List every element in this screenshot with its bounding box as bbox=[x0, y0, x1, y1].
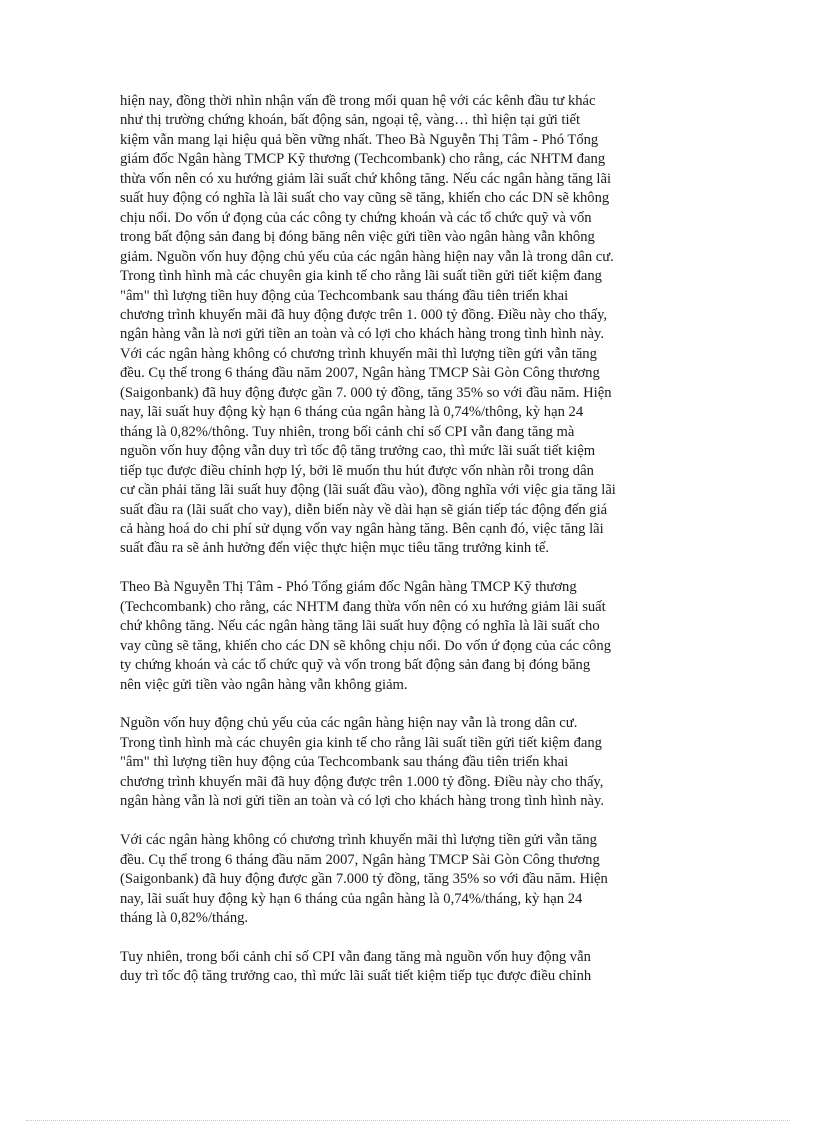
text-line: chịu nổi. Do vốn ứ đọng của các công ty chứng khoán và các tổ chức quỹ và vốn bbox=[120, 209, 592, 226]
text-line: "âm" thì lượng tiền huy động của Techcombank sau tháng đầu tiên triển khai bbox=[120, 754, 569, 771]
text-line: suất huy động có nghĩa là lãi suất cho vay cũng sẽ tăng, khiến cho các DN sẽ không bbox=[120, 190, 610, 207]
text-line: ngân hàng vẫn là nơi gửi tiền an toàn và có lợi cho khách hàng trong tình hình này. bbox=[120, 793, 605, 810]
text-line: cả hàng hoá do chi phí sử dụng vốn vay ngân hàng tăng. Bên cạnh đó, việc tăng lãi bbox=[120, 520, 604, 537]
text-line: nay, lãi suất huy động kỳ hạn 6 tháng của ngân hàng là 0,74%/thông, kỳ hạn 24 bbox=[120, 404, 584, 421]
text-line: đều. Cụ thể trong 6 tháng đầu năm 2007, Ngân hàng TMCP Sài Gòn Công thương bbox=[120, 365, 600, 382]
paragraph bbox=[120, 831, 700, 928]
text-line: nên việc gửi tiền vào ngân hàng vẫn không giảm. bbox=[120, 676, 408, 693]
text-line: giám đốc Ngân hàng TMCP Kỹ thương (Techcombank) cho rằng, các NHTM đang bbox=[120, 151, 606, 168]
text-line: Nguồn vốn huy động chủ yếu của các ngân hàng hiện nay vẫn là trong dân cư. bbox=[120, 715, 578, 732]
paragraph bbox=[120, 948, 700, 987]
text-line: chứ không tăng. Nếu các ngân hàng tăng lãi suất huy động có nghĩa là lãi suất cho bbox=[120, 618, 600, 635]
text-line: Với các ngân hàng không có chương trình khuyến mãi thì lượng tiền gửi vẫn tăng bbox=[120, 345, 597, 362]
text-line: ty chứng khoán và các tổ chức quỹ và vốn trong bất động sản đang bị đóng băng bbox=[120, 657, 591, 674]
text-line: Theo Bà Nguyễn Thị Tâm - Phó Tổng giám đốc Ngân hàng TMCP Kỹ thương bbox=[120, 579, 577, 596]
text-line: Trong tình hình mà các chuyên gia kinh tế cho rằng lãi suất tiền gửi tiết kiệm đang bbox=[120, 268, 602, 285]
text-line: duy trì tốc độ tăng trưởng cao, thì mức lãi suất tiết kiệm tiếp tục được điều chỉnh bbox=[120, 968, 592, 985]
text-line: "âm" thì lượng tiền huy động của Techcombank sau tháng đầu tiên triển khai bbox=[120, 287, 569, 304]
paragraph bbox=[120, 92, 700, 559]
text-line: hiện nay, đồng thời nhìn nhận vấn đề trong mối quan hệ với các kênh đầu tư khác bbox=[120, 93, 596, 109]
text-line: tiếp tục được điều chỉnh hợp lý, bởi lẽ muốn thu hút được vốn nhàn rỗi trong dân bbox=[120, 462, 594, 479]
text-line: tháng là 0,82%/tháng. bbox=[120, 909, 249, 926]
text-line: thừa vốn nên có xu hướng giảm lãi suất chứ không tăng. Nếu các ngân hàng tăng lãi bbox=[120, 170, 612, 187]
text-line: Tuy nhiên, trong bối cảnh chỉ số CPI vẫn đang tăng mà nguồn vốn huy động vẫn bbox=[120, 948, 591, 965]
text-line: chương trình khuyến mãi đã huy động được trên 1. 000 tỷ đồng. Điều này cho thấy, bbox=[120, 306, 608, 323]
text-line: tháng là 0,82%/thông. Tuy nhiên, trong bối cảnh chỉ số CPI vẫn đang tăng mà bbox=[120, 423, 575, 440]
page-bottom-rule bbox=[26, 1120, 790, 1121]
text-line: ngân hàng vẫn là nơi gửi tiền an toàn và có lợi cho khách hàng trong tình hình này. bbox=[120, 326, 605, 343]
text-line: chương trình khuyến mãi đã huy động được trên 1.000 tỷ đồng. Điều này cho thấy, bbox=[120, 773, 604, 790]
text-line: suất đầu ra sẽ ảnh hưởng đến việc thực hiện mục tiêu tăng trưởng kinh tế. bbox=[120, 540, 550, 557]
text-line: (Saigonbank) đã huy động được gần 7.000 tỷ đồng, tăng 35% so với đầu năm. Hiện bbox=[120, 871, 608, 888]
paragraph bbox=[120, 578, 700, 695]
text-line: nay, lãi suất huy động kỳ hạn 6 tháng của ngân hàng là 0,74%/tháng, kỳ hạn 24 bbox=[120, 890, 583, 907]
text-line: (Saigonbank) đã huy động được gần 7. 000 tỷ đồng, tăng 35% so với đầu năm. Hiện bbox=[120, 384, 612, 401]
text-line: như thị trường chứng khoán, bất động sản, ngoại tệ, vàng… thì hiện tại gửi tiết bbox=[120, 112, 581, 129]
text-line: giảm. Nguồn vốn huy động chủ yếu của các ngân hàng hiện nay vẫn là trong dân cư. bbox=[120, 248, 614, 265]
paragraph bbox=[120, 714, 700, 811]
text-line: suất đầu ra (lãi suất cho vay), diễn biến này về dài hạn sẽ gián tiếp tác động đến giá bbox=[120, 501, 608, 518]
text-line: nguồn vốn huy động vẫn duy trì tốc độ tăng trưởng cao, thì mức lãi suất tiết kiệm bbox=[120, 443, 596, 460]
text-line: đều. Cụ thể trong 6 tháng đầu năm 2007, Ngân hàng TMCP Sài Gòn Công thương bbox=[120, 851, 600, 868]
text-line: kiệm vẫn mang lại hiệu quả bền vững nhất. Theo Bà Nguyễn Thị Tâm - Phó Tổng bbox=[120, 131, 599, 148]
text-line: cư cần phải tăng lãi suất huy động (lãi suất đầu vào), đồng nghĩa với việc gia tăng lãi bbox=[120, 482, 616, 499]
document-body bbox=[120, 92, 700, 1006]
text-line: vay cũng sẽ tăng, khiến cho các DN sẽ không chịu nổi. Do vốn ứ đọng của các công bbox=[120, 637, 611, 654]
text-line: (Techcombank) cho rằng, các NHTM đang thừa vốn nên có xu hướng giảm lãi suất bbox=[120, 598, 606, 615]
text-line: trong bất động sản đang bị đóng băng nên việc gửi tiền vào ngân hàng vẫn không bbox=[120, 229, 595, 246]
text-line: Trong tình hình mà các chuyên gia kinh tế cho rằng lãi suất tiền gửi tiết kiệm đang bbox=[120, 734, 602, 751]
text-line: Với các ngân hàng không có chương trình khuyến mãi thì lượng tiền gửi vẫn tăng bbox=[120, 832, 597, 849]
